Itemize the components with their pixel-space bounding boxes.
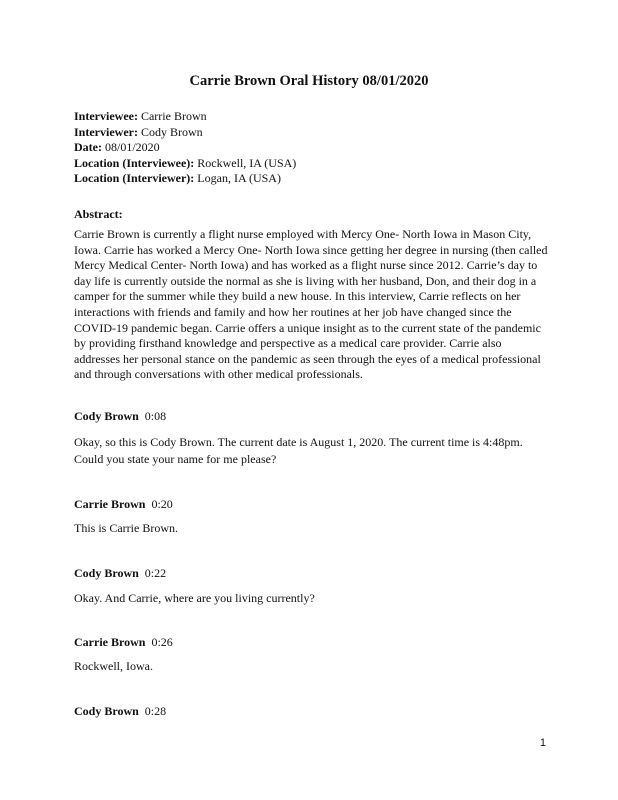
page-number: 1 xyxy=(539,737,546,749)
transcript-speaker xyxy=(74,704,166,719)
abstract-paragraph xyxy=(74,227,548,383)
timestamp: 0:22 xyxy=(144,566,167,580)
meta-date xyxy=(74,140,296,156)
meta-value: Carrie Brown xyxy=(140,109,207,123)
transcript-utterance: Okay. And Carrie, where are you living currently? xyxy=(74,591,315,605)
meta-value: Rockwell, IA (USA) xyxy=(197,155,297,170)
meta-interviewee xyxy=(74,109,296,125)
document-title: Carrie Brown Oral History 08/01/2020 xyxy=(189,73,429,89)
timestamp: 0:28 xyxy=(144,704,167,718)
meta-location-interviewer xyxy=(74,171,296,187)
speaker-name: Carrie Brown xyxy=(74,497,146,511)
transcript-utterance: Rockwell, Iowa. xyxy=(74,659,153,673)
abstract-body: Carrie Brown is currently a flight nurse employed with Mercy One- North Iowa in Mason City, Iowa. Carrie has worked a Mercy One- North Iowa since getting her degree in nursing (then called Mercy Medical Center- North Iowa) and has worked as a flight nurse since 2012. Carrie’s day to day life is currently outside the normal as she is living with her husband, Don, and their dog in a camper for the summer while they build a new house. In this interview, Carrie reflects on her interactions with friends and family and how her routines at her job have changed since the COVID-19 pandemic began. Carrie offers a unique insight as to the current state of the pandemic by providing firsthand knowledge and perspective as a medical care provider. Carrie also addresses her personal stance on the pandemic as seen through the eyes of a medical professional and through conversations with other medical professionals. xyxy=(74,227,548,382)
transcript-speaker xyxy=(74,566,166,581)
meta-location-interviewee xyxy=(74,156,296,172)
speaker-name: Cody Brown xyxy=(74,409,139,423)
meta-label: Location (Interviewee): xyxy=(74,155,195,170)
speaker-name: Carrie Brown xyxy=(74,635,146,649)
meta-value: Logan, IA (USA) xyxy=(197,171,281,186)
meta-interviewer xyxy=(74,125,296,141)
transcript-utterance: This is Carrie Brown. xyxy=(74,521,178,535)
timestamp: 0:26 xyxy=(151,635,173,649)
transcript-speaker xyxy=(74,635,173,650)
metadata-block xyxy=(74,109,296,187)
speaker-name: Cody Brown xyxy=(74,566,139,580)
timestamp: 0:20 xyxy=(151,497,173,511)
meta-label: Interviewer: xyxy=(74,124,138,139)
abstract-heading: Abstract: xyxy=(74,207,123,221)
meta-label: Interviewee: xyxy=(74,109,138,123)
meta-label: Location (Interviewer): xyxy=(74,171,195,186)
transcript-speaker xyxy=(74,409,166,424)
speaker-name: Cody Brown xyxy=(74,704,139,718)
transcript-utterance: Okay, so this is Cody Brown. The current date is August 1, 2020. The current time is 4:48pm. Could you state your name for me please? xyxy=(74,435,523,466)
transcript-speaker xyxy=(74,497,173,512)
meta-value: Cody Brown xyxy=(140,124,203,139)
timestamp: 0:08 xyxy=(144,409,167,423)
meta-value: 08/01/2020 xyxy=(104,140,160,155)
meta-label: Date: xyxy=(74,140,102,155)
